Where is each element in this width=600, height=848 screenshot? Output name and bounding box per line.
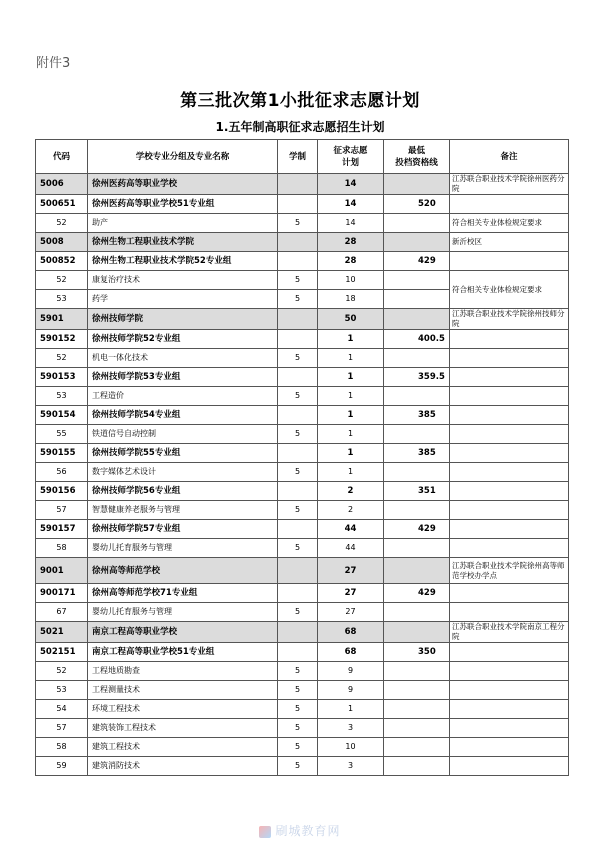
major-row <box>36 539 569 558</box>
code-cell: 5901 <box>36 309 88 330</box>
years-cell: 5 <box>278 214 318 233</box>
years-cell <box>278 174 318 195</box>
plan-cell: 2 <box>318 501 384 520</box>
note-cell <box>450 349 569 368</box>
major-row <box>36 700 569 719</box>
name-cell: 徐州生物工程职业技术学院 <box>88 233 278 252</box>
years-cell: 5 <box>278 738 318 757</box>
years-cell <box>278 622 318 643</box>
group-row <box>36 330 569 349</box>
watermark-text: 刷城教育网 <box>275 824 341 838</box>
plan-cell: 50 <box>318 309 384 330</box>
name-cell: 数字媒体艺术设计 <box>88 463 278 482</box>
note-cell <box>450 643 569 662</box>
header-years: 学制 <box>278 140 318 174</box>
watermark <box>0 822 600 839</box>
plan-cell: 1 <box>318 387 384 406</box>
name-cell: 徐州医药高等职业学校 <box>88 174 278 195</box>
name-cell: 铁道信号自动控制 <box>88 425 278 444</box>
code-cell: 52 <box>36 214 88 233</box>
min-score-cell <box>384 757 450 776</box>
code-cell: 52 <box>36 349 88 368</box>
name-cell: 徐州技师学院53专业组 <box>88 368 278 387</box>
major-row <box>36 463 569 482</box>
min-score-cell <box>384 271 450 290</box>
name-cell: 工程测量技术 <box>88 681 278 700</box>
note-cell <box>450 252 569 271</box>
years-cell <box>278 233 318 252</box>
code-cell: 590154 <box>36 406 88 425</box>
plan-cell: 14 <box>318 195 384 214</box>
min-score-cell: 385 <box>384 406 450 425</box>
note-cell <box>450 463 569 482</box>
group-row <box>36 368 569 387</box>
group-row <box>36 643 569 662</box>
plan-cell: 1 <box>318 700 384 719</box>
page-title: 第三批次第1小批征求志愿计划 <box>180 91 420 111</box>
years-cell <box>278 558 318 584</box>
years-cell <box>278 252 318 271</box>
min-score-cell <box>384 309 450 330</box>
group-row <box>36 195 569 214</box>
note-cell <box>450 425 569 444</box>
group-row <box>36 406 569 425</box>
code-cell: 58 <box>36 738 88 757</box>
years-cell <box>278 584 318 603</box>
code-cell: 9001 <box>36 558 88 584</box>
years-cell <box>278 444 318 463</box>
min-score-cell: 359.5 <box>384 368 450 387</box>
min-score-cell <box>384 214 450 233</box>
group-row <box>36 252 569 271</box>
plan-cell: 2 <box>318 482 384 501</box>
admission-plan-table <box>35 139 569 776</box>
years-cell: 5 <box>278 662 318 681</box>
note-cell <box>450 330 569 349</box>
plan-cell: 68 <box>318 643 384 662</box>
min-score-cell <box>384 463 450 482</box>
years-cell: 5 <box>278 290 318 309</box>
min-score-cell: 385 <box>384 444 450 463</box>
plan-cell: 28 <box>318 233 384 252</box>
code-cell: 53 <box>36 290 88 309</box>
code-cell: 56 <box>36 463 88 482</box>
plan-cell: 3 <box>318 719 384 738</box>
name-cell: 徐州高等师范学校71专业组 <box>88 584 278 603</box>
code-cell: 590155 <box>36 444 88 463</box>
plan-cell: 1 <box>318 406 384 425</box>
header-name: 学校专业分组及专业名称 <box>88 140 278 174</box>
name-cell: 南京工程高等职业学校 <box>88 622 278 643</box>
plan-cell: 14 <box>318 174 384 195</box>
group-row <box>36 482 569 501</box>
name-cell: 康复治疗技术 <box>88 271 278 290</box>
header-min-line1: 最低 <box>407 145 425 156</box>
code-cell: 54 <box>36 700 88 719</box>
school-row <box>36 309 569 330</box>
plan-cell: 27 <box>318 584 384 603</box>
school-row <box>36 174 569 195</box>
code-cell: 5006 <box>36 174 88 195</box>
code-cell: 5021 <box>36 622 88 643</box>
header-plan <box>318 140 384 174</box>
code-cell: 502151 <box>36 643 88 662</box>
min-score-cell <box>384 662 450 681</box>
years-cell: 5 <box>278 603 318 622</box>
note-cell: 江苏联合职业技术学院南京工程分院 <box>450 622 569 643</box>
note-cell <box>450 757 569 776</box>
years-cell: 5 <box>278 539 318 558</box>
name-cell: 智慧健康养老服务与管理 <box>88 501 278 520</box>
name-cell: 环境工程技术 <box>88 700 278 719</box>
code-cell: 900171 <box>36 584 88 603</box>
code-cell: 52 <box>36 271 88 290</box>
years-cell: 5 <box>278 271 318 290</box>
note-cell <box>450 482 569 501</box>
plan-cell: 10 <box>318 738 384 757</box>
group-row <box>36 584 569 603</box>
name-cell: 工程地质勘查 <box>88 662 278 681</box>
major-row <box>36 681 569 700</box>
years-cell <box>278 368 318 387</box>
years-cell <box>278 643 318 662</box>
note-cell: 江苏联合职业技术学院徐州高等师范学校办学点 <box>450 558 569 584</box>
plan-cell: 44 <box>318 520 384 539</box>
major-row <box>36 757 569 776</box>
min-score-cell <box>384 539 450 558</box>
note-cell <box>450 387 569 406</box>
note-cell <box>450 719 569 738</box>
code-cell: 590157 <box>36 520 88 539</box>
group-row <box>36 444 569 463</box>
note-cell <box>450 700 569 719</box>
min-score-cell <box>384 719 450 738</box>
note-cell: 江苏联合职业技术学院徐州医药分院 <box>450 174 569 195</box>
years-cell: 5 <box>278 719 318 738</box>
plan-cell: 27 <box>318 558 384 584</box>
years-cell <box>278 309 318 330</box>
min-score-cell <box>384 558 450 584</box>
min-score-cell <box>384 603 450 622</box>
code-cell: 59 <box>36 757 88 776</box>
years-cell <box>278 406 318 425</box>
note-cell <box>450 406 569 425</box>
table-header-row <box>36 140 569 174</box>
plan-cell: 9 <box>318 681 384 700</box>
min-score-cell <box>384 290 450 309</box>
plan-cell: 1 <box>318 463 384 482</box>
min-score-cell: 351 <box>384 482 450 501</box>
school-row <box>36 558 569 584</box>
code-cell: 53 <box>36 681 88 700</box>
min-score-cell <box>384 349 450 368</box>
name-cell: 徐州技师学院54专业组 <box>88 406 278 425</box>
years-cell: 5 <box>278 463 318 482</box>
min-score-cell: 400.5 <box>384 330 450 349</box>
note-cell <box>450 368 569 387</box>
note-cell: 符合相关专业体检规定要求 <box>450 214 569 233</box>
note-cell <box>450 501 569 520</box>
name-cell: 徐州技师学院57专业组 <box>88 520 278 539</box>
page-subtitle: 1.五年制高职征求志愿招生计划 <box>215 120 385 134</box>
name-cell: 药学 <box>88 290 278 309</box>
plan-cell: 1 <box>318 444 384 463</box>
note-cell <box>450 681 569 700</box>
note-cell: 江苏联合职业技术学院徐州技师分院 <box>450 309 569 330</box>
header-min-score <box>384 140 450 174</box>
name-cell: 徐州技师学院52专业组 <box>88 330 278 349</box>
code-cell: 57 <box>36 719 88 738</box>
code-cell: 590153 <box>36 368 88 387</box>
years-cell: 5 <box>278 700 318 719</box>
name-cell: 婴幼儿托育服务与管理 <box>88 539 278 558</box>
note-cell <box>450 520 569 539</box>
min-score-cell <box>384 738 450 757</box>
code-cell: 590156 <box>36 482 88 501</box>
header-note: 备注 <box>450 140 569 174</box>
years-cell: 5 <box>278 387 318 406</box>
name-cell: 建筑工程技术 <box>88 738 278 757</box>
years-cell <box>278 195 318 214</box>
min-score-cell <box>384 425 450 444</box>
major-row <box>36 719 569 738</box>
note-cell: 新沂校区 <box>450 233 569 252</box>
major-row <box>36 387 569 406</box>
name-cell: 机电一体化技术 <box>88 349 278 368</box>
major-row <box>36 349 569 368</box>
years-cell: 5 <box>278 349 318 368</box>
header-min-line2: 投档资格线 <box>395 157 438 168</box>
major-row <box>36 214 569 233</box>
min-score-cell: 429 <box>384 584 450 603</box>
school-row <box>36 233 569 252</box>
name-cell: 建筑消防技术 <box>88 757 278 776</box>
min-score-cell <box>384 174 450 195</box>
min-score-cell: 429 <box>384 252 450 271</box>
name-cell: 婴幼儿托育服务与管理 <box>88 603 278 622</box>
code-cell: 55 <box>36 425 88 444</box>
note-cell <box>450 603 569 622</box>
note-cell <box>450 195 569 214</box>
years-cell <box>278 330 318 349</box>
note-cell <box>450 662 569 681</box>
min-score-cell <box>384 387 450 406</box>
code-cell: 67 <box>36 603 88 622</box>
code-cell: 52 <box>36 662 88 681</box>
min-score-cell <box>384 501 450 520</box>
plan-cell: 9 <box>318 662 384 681</box>
name-cell: 徐州技师学院56专业组 <box>88 482 278 501</box>
name-cell: 徐州生物工程职业技术学院52专业组 <box>88 252 278 271</box>
plan-cell: 10 <box>318 271 384 290</box>
note-cell <box>450 738 569 757</box>
plan-cell: 28 <box>318 252 384 271</box>
major-row <box>36 662 569 681</box>
min-score-cell: 350 <box>384 643 450 662</box>
plan-cell: 1 <box>318 425 384 444</box>
min-score-cell: 520 <box>384 195 450 214</box>
plan-cell: 1 <box>318 330 384 349</box>
header-plan-line1: 征求志愿 <box>333 145 368 156</box>
years-cell <box>278 520 318 539</box>
plan-cell: 27 <box>318 603 384 622</box>
group-row <box>36 520 569 539</box>
code-cell: 500852 <box>36 252 88 271</box>
major-row <box>36 603 569 622</box>
plan-cell: 68 <box>318 622 384 643</box>
name-cell: 徐州医药高等职业学校51专业组 <box>88 195 278 214</box>
name-cell: 南京工程高等职业学校51专业组 <box>88 643 278 662</box>
header-code: 代码 <box>36 140 88 174</box>
code-cell: 500651 <box>36 195 88 214</box>
major-row <box>36 501 569 520</box>
name-cell: 建筑装饰工程技术 <box>88 719 278 738</box>
note-cell: 符合相关专业体检规定要求 <box>450 271 569 309</box>
min-score-cell <box>384 233 450 252</box>
code-cell: 53 <box>36 387 88 406</box>
name-cell: 工程造价 <box>88 387 278 406</box>
table-body <box>36 174 569 776</box>
plan-cell: 1 <box>318 368 384 387</box>
code-cell: 58 <box>36 539 88 558</box>
code-cell: 57 <box>36 501 88 520</box>
major-row <box>36 738 569 757</box>
min-score-cell: 429 <box>384 520 450 539</box>
note-cell <box>450 539 569 558</box>
years-cell: 5 <box>278 681 318 700</box>
years-cell: 5 <box>278 501 318 520</box>
header-plan-line2: 计划 <box>341 157 359 168</box>
name-cell: 徐州高等师范学校 <box>88 558 278 584</box>
years-cell: 5 <box>278 757 318 776</box>
name-cell: 徐州技师学院55专业组 <box>88 444 278 463</box>
years-cell <box>278 482 318 501</box>
name-cell: 助产 <box>88 214 278 233</box>
plan-cell: 3 <box>318 757 384 776</box>
code-cell: 590152 <box>36 330 88 349</box>
code-cell: 5008 <box>36 233 88 252</box>
min-score-cell <box>384 681 450 700</box>
school-row <box>36 622 569 643</box>
attachment-label: 附件3 <box>36 56 71 71</box>
min-score-cell <box>384 622 450 643</box>
note-cell <box>450 584 569 603</box>
min-score-cell <box>384 700 450 719</box>
major-row <box>36 425 569 444</box>
plan-cell: 14 <box>318 214 384 233</box>
years-cell: 5 <box>278 425 318 444</box>
watermark-logo-icon <box>259 826 271 838</box>
note-cell <box>450 444 569 463</box>
name-cell: 徐州技师学院 <box>88 309 278 330</box>
plan-cell: 1 <box>318 349 384 368</box>
plan-cell: 44 <box>318 539 384 558</box>
major-row <box>36 271 569 290</box>
plan-cell: 18 <box>318 290 384 309</box>
